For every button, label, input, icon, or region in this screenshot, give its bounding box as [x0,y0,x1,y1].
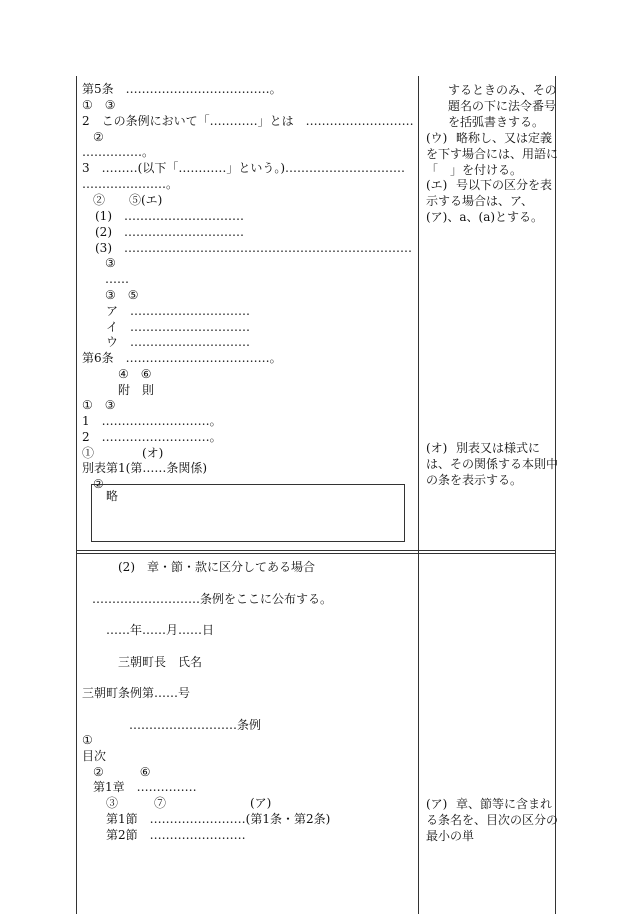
body-line: ………………………条例をここに公布する。 [92,592,333,606]
body-line: (2) ………………………… [95,225,244,239]
body-line: ③ ⑦ (ア) [106,796,272,810]
margin-note [426,440,560,488]
body-line: 第6条 ………………………………。 [82,351,282,365]
body-line: 三朝町条例第……号 [82,686,191,700]
note-text: 別表又は様式には、その関係する本則中の条を表示する。 [426,441,559,487]
body-line: ② ⑥ [93,765,151,779]
body-line: ② ⑤(エ) [93,193,163,207]
body-line: 3 ………(以下「…………」という。)………………………… [82,161,405,175]
body-line: ④ ⑥ [118,367,152,381]
note-text: 章、節等に含まれる条名を、目次の区分の最小の単 [426,797,559,843]
body-line: 附 則 [118,383,155,397]
body-line: …… [105,272,129,286]
body-line: ① (オ) [82,446,164,460]
body-line: ………………………条例 [129,718,262,732]
body-line: ア ………………………… [106,304,251,318]
body-line: ……年……月……日 [106,623,215,637]
margin-note [426,82,560,130]
section-divider-bottom [76,553,556,554]
body-line: 2 この条例において「…………」とは ……………………… [82,114,414,128]
table-placeholder-box [91,484,405,542]
body-line: 2 ………………………。 [82,430,222,444]
note-text: 号以下の区分を表示する場合は、ア、(ア)、a、(a)とする。 [426,178,553,224]
left-border [76,76,77,914]
body-line: 第5条 ………………………………。 [82,82,282,96]
body-line: ① ③ [82,98,116,112]
margin-note [426,796,560,844]
margin-note [426,130,560,178]
body-line: 別表第1(第……条関係) [82,461,207,475]
body-line: 1 ………………………。 [82,414,222,428]
body-line: 第1節 ……………………(第1条・第2条) [106,812,331,826]
body-line: ③ [105,256,116,270]
body-line: 目次 [82,749,107,763]
section-divider-top [76,550,556,551]
note-label: (オ) [426,441,448,455]
note-label: (エ) [426,178,448,192]
body-line: ……………。 [82,145,155,159]
note-label: (ア) [426,797,448,811]
body-line: 第1章 …………… [93,780,197,794]
body-line: ② [93,477,104,491]
body-line: ① ③ [82,398,116,412]
body-line: …………………。 [82,177,179,191]
margin-note [426,177,560,225]
note-label: (ウ) [426,131,448,145]
body-line: (2) 章・節・款に区分してある場合 [118,560,315,574]
body-line: ③ ⑤ [105,288,139,302]
body-line: (1) ………………………… [95,209,244,223]
body-line: イ ………………………… [106,320,251,334]
body-line: 三朝町長 氏名 [118,655,203,669]
column-divider [418,76,419,914]
body-line: ① [82,733,93,747]
body-line: ウ ………………………… [106,335,251,349]
body-line: (3) ……………………………………………………………… [95,241,412,255]
body-line: 第2節 …………………… [106,828,246,842]
note-text: 略称し、又は定義を下す場合には、用語に「 」を付ける。 [426,131,559,177]
note-text: するときのみ、その題名の下に法令番号を括弧書きする。 [448,83,557,129]
body-line: ② [93,130,104,144]
box-text: 略 [106,489,119,503]
